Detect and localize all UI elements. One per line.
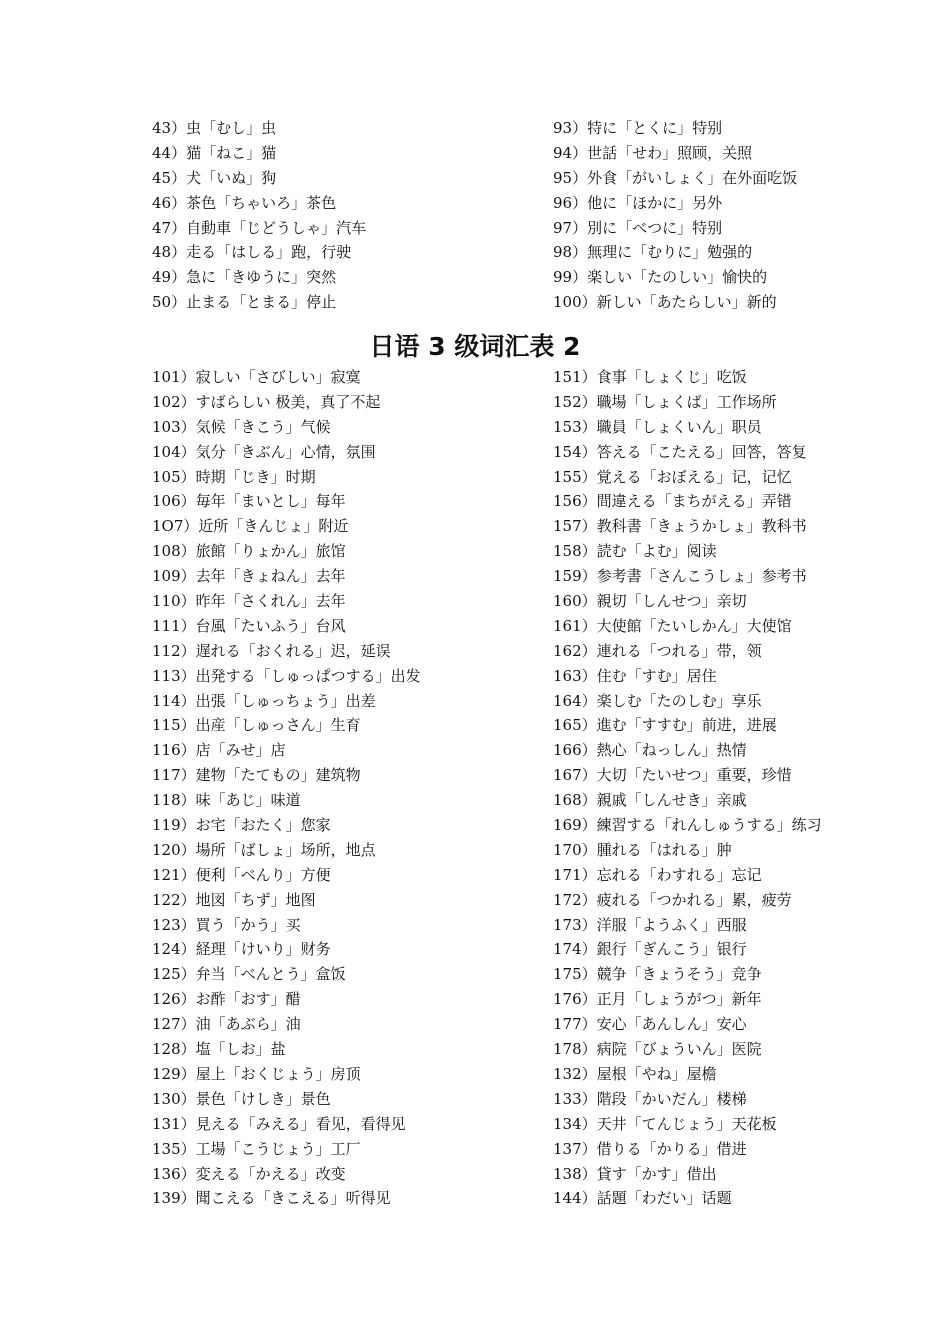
vocab-entry: 170）腫れる「はれる」肿 <box>553 840 732 859</box>
vocab-entry: 138）貸す「かす」借出 <box>553 1164 717 1183</box>
vocab-entry: 122）地図「ちず」地图 <box>152 890 316 909</box>
vocab-entry: 156）間違える「まちがえる」弄错 <box>553 492 792 511</box>
vocab-entry: 124）経理「けいり」财务 <box>152 940 331 959</box>
vocab-entry: 155）覚える「おぼえる」记，记忆 <box>553 467 792 486</box>
vocab-entry: 166）熱心「ねっしん」热情 <box>553 741 747 760</box>
vocab-entry: 93）特に「とくに」特别 <box>553 119 723 137</box>
bottom-right-column <box>553 365 933 1211</box>
vocab-entry: 105）時期「じき」时期 <box>152 467 316 486</box>
vocab-entry: 171）忘れる「わすれる」忘记 <box>553 865 762 884</box>
vocab-entry: 111）台風「たいふう」台风 <box>152 616 346 635</box>
vocab-entry: 123）買う「かう」买 <box>152 915 301 934</box>
vocab-entry: 173）洋服「ようふく」西服 <box>553 915 747 934</box>
vocab-entry: 172）疲れる「つかれる」累，疲劳 <box>553 890 792 909</box>
vocab-entry: 152）職場「しょくば」工作场所 <box>553 392 777 411</box>
vocab-entry: 102）すばらしい 极美，真了不起 <box>152 392 381 411</box>
vocab-entry: 115）出産「しゅっさん」生育 <box>152 716 361 735</box>
vocab-entry: 136）変える「かえる」改变 <box>152 1164 346 1183</box>
vocab-entry: 113）出発する「しゅっぱつする」出发 <box>152 666 421 685</box>
vocab-entry: 1O7）近所「きんじょ」附近 <box>152 517 349 536</box>
vocab-entry: 97）別に「べつに」特别 <box>553 218 723 237</box>
vocab-entry: 46）茶色「ちゃいろ」茶色 <box>152 193 337 212</box>
vocab-entry: 43）虫「むし」虫 <box>152 119 277 137</box>
vocab-entry: 139）聞こえる「きこえる」听得见 <box>152 1189 391 1208</box>
vocab-entry: 45）犬「いぬ」狗 <box>152 168 277 187</box>
vocab-entry: 168）親戚「しんせき」亲戚 <box>553 791 747 810</box>
vocab-entry: 144）話題「わだい」话题 <box>553 1189 732 1208</box>
vocab-entry: 114）出張「しゅっちょう」出差 <box>152 691 376 710</box>
vocab-entry: 130）景色「けしき」景色 <box>152 1089 331 1108</box>
bottom-left-column <box>152 365 522 1211</box>
vocab-entry: 161）大使館「たいしかん」大使馆 <box>553 616 792 635</box>
vocab-entry: 160）親切「しんせつ」亲切 <box>553 592 747 611</box>
vocab-entry: 157）教科書「きょうかしょ」教科书 <box>553 517 807 536</box>
vocab-entry: 96）他に「ほかに」另外 <box>553 193 723 212</box>
vocab-entry: 137）借りる「かりる」借进 <box>553 1139 747 1158</box>
vocab-entry: 49）急に「きゆうに」突然 <box>152 268 337 287</box>
vocab-entry: 50）止まる「とまる」停止 <box>152 293 337 312</box>
vocab-entry: 164）楽しむ「たのしむ」享乐 <box>553 691 762 710</box>
vocab-entry: 120）場所「ばしょ」场所，地点 <box>152 840 376 859</box>
vocab-entry: 108）旅館「りょかん」旅馆 <box>152 542 346 561</box>
vocab-entry: 175）競争「きょうそう」竞争 <box>553 965 762 984</box>
vocab-entry: 100）新しい「あたらしい」新的 <box>553 293 777 312</box>
vocab-entry: 116）店「みせ」店 <box>152 741 286 760</box>
vocab-entry: 126）お酢「おす」醋 <box>152 990 301 1009</box>
vocab-entry: 98）無理に「むりに」勉强的 <box>553 243 753 262</box>
vocab-entry: 44）猫「ねこ」猫 <box>152 143 277 162</box>
vocab-entry: 132）屋根「やね」屋檐 <box>553 1064 717 1083</box>
vocab-entry: 169）練習する「れんしゅうする」练习 <box>553 816 822 835</box>
vocab-entry: 167）大切「たいせつ」重要，珍惜 <box>553 766 792 785</box>
vocab-entry: 104）気分「きぶん」心情，氛围 <box>152 442 376 461</box>
vocab-entry: 174）銀行「ぎんこう」银行 <box>553 940 747 959</box>
vocab-entry: 117）建物「たてもの」建筑物 <box>152 766 361 785</box>
vocab-entry: 176）正月「しょうがつ」新年 <box>553 990 762 1009</box>
vocab-entry: 165）進む「すすむ」前进，进展 <box>553 716 777 735</box>
vocab-entry: 135）工場「こうじょう」工厂 <box>152 1139 361 1158</box>
vocab-entry: 159）参考書「さんこうしょ」参考书 <box>553 567 807 586</box>
vocab-entry: 131）見える「みえる」看见，看得见 <box>152 1114 406 1133</box>
vocab-entry: 154）答える「こたえる」回答，答复 <box>553 442 807 461</box>
vocab-entry: 112）遅れる「おくれる」迟，延误 <box>152 641 391 660</box>
vocab-entry: 109）去年「きょねん」去年 <box>152 567 346 586</box>
vocab-entry: 178）病院「びょういん」医院 <box>553 1040 762 1059</box>
vocab-entry: 47）自動車「じどうしゃ」汽车 <box>152 218 367 237</box>
vocab-entry: 106）毎年「まいとし」每年 <box>152 492 346 511</box>
top-right-column <box>553 116 933 315</box>
vocab-entry: 134）天井「てんじょう」天花板 <box>553 1114 777 1133</box>
vocab-entry: 177）安心「あんしん」安心 <box>553 1015 747 1034</box>
vocab-entry: 162）連れる「つれる」带，领 <box>553 641 762 660</box>
vocab-entry: 119）お宅「おたく」您家 <box>152 816 331 835</box>
vocab-entry: 118）味「あじ」味道 <box>152 791 301 810</box>
vocab-entry: 103）気候「きこう」气候 <box>152 417 331 436</box>
vocab-entry: 158）読む「よむ」阅读 <box>553 542 717 561</box>
vocab-entry: 133）階段「かいだん」楼梯 <box>553 1089 747 1108</box>
vocab-entry: 99）楽しい「たのしい」愉快的 <box>553 268 768 287</box>
vocab-entry: 153）職員「しょくいん」职员 <box>553 417 762 436</box>
vocab-entry: 48）走る「はしる」跑，行驶 <box>152 243 352 262</box>
vocab-entry: 127）油「あぶら」油 <box>152 1015 301 1034</box>
vocab-entry: 101）寂しい「さびしい」寂寞 <box>152 368 361 386</box>
page-title: 日语 3 级词汇表 2 <box>369 331 581 361</box>
top-left-column <box>152 116 522 315</box>
vocab-entry: 163）住む「すむ」居住 <box>553 666 717 685</box>
vocab-entry: 110）昨年「さくれん」去年 <box>152 592 346 611</box>
vocab-entry: 125）弁当「べんとう」盒饭 <box>152 965 346 984</box>
vocab-entry: 129）屋上「おくじょう」房顶 <box>152 1064 361 1083</box>
vocab-entry: 95）外食「がいしょく」在外面吃饭 <box>553 168 798 187</box>
vocab-entry: 94）世話「せわ」照顾，关照 <box>553 143 753 162</box>
vocab-entry: 151）食事「しょくじ」吃饭 <box>553 368 747 386</box>
vocab-entry: 121）便利「べんり」方便 <box>152 865 331 884</box>
vocab-entry: 128）塩「しお」盐 <box>152 1040 286 1059</box>
